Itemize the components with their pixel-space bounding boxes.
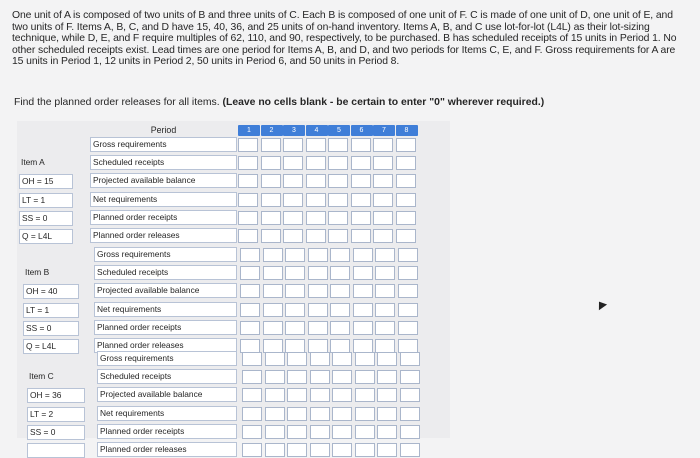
input-cell[interactable] <box>310 425 330 439</box>
item-info-ss: SS = 0 <box>27 425 85 440</box>
input-cell[interactable] <box>306 211 326 225</box>
input-cell[interactable] <box>375 248 395 262</box>
input-cell[interactable] <box>240 339 260 353</box>
input-cell[interactable] <box>265 370 285 384</box>
input-cell[interactable] <box>330 339 350 353</box>
input-cell[interactable] <box>240 321 260 335</box>
instruction-bold: (Leave no cells blank - be certain to enter "0" wherever required.) <box>222 97 545 108</box>
input-cell[interactable] <box>396 211 416 225</box>
input-cell[interactable] <box>373 193 393 207</box>
input-cell[interactable] <box>398 303 418 317</box>
input-cell[interactable] <box>377 443 397 457</box>
item-info-lt: LT = 1 <box>19 193 73 208</box>
item-info-name: Item B <box>25 267 50 278</box>
row-label: Scheduled receipts <box>97 369 237 384</box>
input-cell[interactable] <box>351 174 371 188</box>
input-cell[interactable] <box>308 248 328 262</box>
period-column-3: 3 <box>283 125 305 136</box>
item-info-q: Q = L4L <box>23 339 79 354</box>
input-cell[interactable] <box>373 138 393 152</box>
input-cell[interactable] <box>263 266 283 280</box>
input-cell[interactable] <box>238 174 258 188</box>
input-cell[interactable] <box>328 229 348 243</box>
row-label: Net requirements <box>94 302 237 317</box>
input-cell[interactable] <box>287 407 307 421</box>
input-cell[interactable] <box>242 388 262 402</box>
input-cell[interactable] <box>396 174 416 188</box>
input-cell[interactable] <box>285 284 305 298</box>
item-info-oh: OH = 15 <box>19 174 73 189</box>
item-info-lt: LT = 1 <box>23 303 79 318</box>
input-cell[interactable] <box>330 266 350 280</box>
input-cell[interactable] <box>283 174 303 188</box>
input-cell[interactable] <box>287 443 307 457</box>
input-cell[interactable] <box>355 425 375 439</box>
item-info-lt: LT = 2 <box>27 407 85 422</box>
input-cell[interactable] <box>238 156 258 170</box>
input-cell[interactable] <box>355 407 375 421</box>
input-cell[interactable] <box>265 352 285 366</box>
input-cell[interactable] <box>398 248 418 262</box>
input-cell[interactable] <box>265 443 285 457</box>
input-cell[interactable] <box>375 321 395 335</box>
input-cell[interactable] <box>353 266 373 280</box>
input-cell[interactable] <box>261 138 281 152</box>
input-cell[interactable] <box>261 174 281 188</box>
input-cell[interactable] <box>306 193 326 207</box>
row-label: Planned order receipts <box>90 210 237 225</box>
input-cell[interactable] <box>332 407 352 421</box>
input-cell[interactable] <box>398 321 418 335</box>
row-label: Scheduled receipts <box>94 265 237 280</box>
input-cell[interactable] <box>261 229 281 243</box>
input-cell[interactable] <box>373 229 393 243</box>
input-cell[interactable] <box>263 321 283 335</box>
period-header: Period <box>150 125 177 135</box>
input-cell[interactable] <box>373 211 393 225</box>
input-cell[interactable] <box>285 266 305 280</box>
row-label: Gross requirements <box>90 137 237 152</box>
period-column-7: 7 <box>373 125 395 136</box>
input-cell[interactable] <box>283 156 303 170</box>
input-cell[interactable] <box>398 284 418 298</box>
input-cell[interactable] <box>283 138 303 152</box>
input-cell[interactable] <box>398 339 418 353</box>
input-cell[interactable] <box>283 193 303 207</box>
input-cell[interactable] <box>332 443 352 457</box>
input-cell[interactable] <box>373 156 393 170</box>
input-cell[interactable] <box>242 370 262 384</box>
input-cell[interactable] <box>400 443 420 457</box>
instruction <box>14 97 674 109</box>
input-cell[interactable] <box>330 303 350 317</box>
mouse-cursor-icon <box>595 299 607 310</box>
input-cell[interactable] <box>328 174 348 188</box>
item-info-q <box>27 443 85 458</box>
input-cell[interactable] <box>265 425 285 439</box>
input-cell[interactable] <box>238 193 258 207</box>
row-label: Net requirements <box>90 192 237 207</box>
input-cell[interactable] <box>353 248 373 262</box>
input-cell[interactable] <box>400 407 420 421</box>
input-cell[interactable] <box>328 156 348 170</box>
input-cell[interactable] <box>332 425 352 439</box>
period-column-6: 6 <box>351 125 373 136</box>
row-label: Gross requirements <box>94 247 237 262</box>
input-cell[interactable] <box>310 388 330 402</box>
row-label: Net requirements <box>97 406 237 421</box>
problem-statement: One unit of A is composed of two units of B and three units of C. Each B is composed of one unit of F. C is made of one unit of D, one unit of E, and two units of F. Items A, B, C, and D have 15, 40, 36, and 25 units of on-hand inventory. Items A, B, and C use lot-for-lot (L4L) as their lot-sizing technique, while D, E, and F require multiples of 62, 110, and 90, respectively, to be purchased. B has scheduled receipts of 15 units in Period 1. No other scheduled receipts exist. Lead times are one period for Items A, B, and D, and two periods for Items C, E, and F. Gross requirements for A are 15 units in Period 1, 12 units in Period 2, 50 units in Period 6, and 50 units in Period 8. <box>12 10 677 68</box>
input-cell[interactable] <box>330 284 350 298</box>
input-cell[interactable] <box>287 425 307 439</box>
input-cell[interactable] <box>353 321 373 335</box>
input-cell[interactable] <box>330 321 350 335</box>
input-cell[interactable] <box>355 443 375 457</box>
input-cell[interactable] <box>375 266 395 280</box>
input-cell[interactable] <box>328 138 348 152</box>
input-cell[interactable] <box>263 339 283 353</box>
input-cell[interactable] <box>283 211 303 225</box>
input-cell[interactable] <box>263 284 283 298</box>
input-cell[interactable] <box>310 352 330 366</box>
period-column-8: 8 <box>396 125 418 136</box>
row-label: Planned order releases <box>97 442 237 457</box>
input-cell[interactable] <box>332 370 352 384</box>
input-cell[interactable] <box>242 407 262 421</box>
input-cell[interactable] <box>306 174 326 188</box>
input-cell[interactable] <box>308 339 328 353</box>
item-info-oh: OH = 40 <box>23 284 79 299</box>
input-cell[interactable] <box>287 388 307 402</box>
input-cell[interactable] <box>285 321 305 335</box>
input-cell[interactable] <box>400 370 420 384</box>
input-cell[interactable] <box>308 303 328 317</box>
input-cell[interactable] <box>351 211 371 225</box>
input-cell[interactable] <box>328 193 348 207</box>
input-cell[interactable] <box>396 229 416 243</box>
mrp-table <box>17 121 450 454</box>
input-cell[interactable] <box>240 266 260 280</box>
input-cell[interactable] <box>265 407 285 421</box>
input-cell[interactable] <box>353 339 373 353</box>
input-cell[interactable] <box>355 388 375 402</box>
row-label: Planned order receipts <box>97 424 237 439</box>
input-cell[interactable] <box>285 248 305 262</box>
input-cell[interactable] <box>396 193 416 207</box>
input-cell[interactable] <box>242 443 262 457</box>
input-cell[interactable] <box>373 174 393 188</box>
input-cell[interactable] <box>396 156 416 170</box>
input-cell[interactable] <box>306 229 326 243</box>
period-column-1: 1 <box>238 125 260 136</box>
input-cell[interactable] <box>400 388 420 402</box>
input-cell[interactable] <box>287 370 307 384</box>
input-cell[interactable] <box>306 156 326 170</box>
period-column-4: 4 <box>306 125 328 136</box>
input-cell[interactable] <box>310 370 330 384</box>
period-column-5: 5 <box>328 125 350 136</box>
input-cell[interactable] <box>351 193 371 207</box>
input-cell[interactable] <box>353 303 373 317</box>
input-cell[interactable] <box>398 266 418 280</box>
input-cell[interactable] <box>351 138 371 152</box>
input-cell[interactable] <box>377 370 397 384</box>
input-cell[interactable] <box>308 321 328 335</box>
input-cell[interactable] <box>351 156 371 170</box>
row-label: Planned order receipts <box>94 320 237 335</box>
input-cell[interactable] <box>285 339 305 353</box>
input-cell[interactable] <box>238 211 258 225</box>
input-cell[interactable] <box>238 138 258 152</box>
input-cell[interactable] <box>330 248 350 262</box>
input-cell[interactable] <box>351 229 371 243</box>
input-cell[interactable] <box>308 266 328 280</box>
item-info-ss: SS = 0 <box>23 321 79 336</box>
input-cell[interactable] <box>261 211 281 225</box>
item-info-ss: SS = 0 <box>19 211 73 226</box>
input-cell[interactable] <box>310 443 330 457</box>
input-cell[interactable] <box>238 229 258 243</box>
input-cell[interactable] <box>328 211 348 225</box>
input-cell[interactable] <box>332 388 352 402</box>
input-cell[interactable] <box>400 352 420 366</box>
item-info-name: Item C <box>29 371 54 382</box>
input-cell[interactable] <box>355 370 375 384</box>
input-cell[interactable] <box>240 303 260 317</box>
input-cell[interactable] <box>375 339 395 353</box>
instruction-text: Find the planned order releases for all items. <box>14 97 220 108</box>
row-label: Scheduled receipts <box>90 155 237 170</box>
input-cell[interactable] <box>242 425 262 439</box>
input-cell[interactable] <box>355 352 375 366</box>
input-cell[interactable] <box>242 352 262 366</box>
input-cell[interactable] <box>400 425 420 439</box>
period-column-2: 2 <box>261 125 283 136</box>
input-cell[interactable] <box>261 193 281 207</box>
input-cell[interactable] <box>353 284 373 298</box>
input-cell[interactable] <box>263 248 283 262</box>
item-info-name: Item A <box>21 157 45 168</box>
input-cell[interactable] <box>261 156 281 170</box>
input-cell[interactable] <box>306 138 326 152</box>
input-cell[interactable] <box>240 284 260 298</box>
row-label: Projected available balance <box>97 387 237 402</box>
row-label: Planned order releases <box>90 228 237 243</box>
input-cell[interactable] <box>283 229 303 243</box>
input-cell[interactable] <box>375 303 395 317</box>
input-cell[interactable] <box>377 425 397 439</box>
row-label: Gross requirements <box>97 351 237 366</box>
input-cell[interactable] <box>377 407 397 421</box>
input-cell[interactable] <box>396 138 416 152</box>
row-label: Projected available balance <box>94 283 237 298</box>
input-cell[interactable] <box>240 248 260 262</box>
item-info-q: Q = L4L <box>19 229 73 244</box>
input-cell[interactable] <box>263 303 283 317</box>
input-cell[interactable] <box>377 388 397 402</box>
input-cell[interactable] <box>285 303 305 317</box>
input-cell[interactable] <box>308 284 328 298</box>
item-info-oh: OH = 36 <box>27 388 85 403</box>
input-cell[interactable] <box>375 284 395 298</box>
row-label: Planned order releases <box>94 338 237 353</box>
input-cell[interactable] <box>310 407 330 421</box>
input-cell[interactable] <box>377 352 397 366</box>
input-cell[interactable] <box>332 352 352 366</box>
input-cell[interactable] <box>287 352 307 366</box>
input-cell[interactable] <box>265 388 285 402</box>
row-label: Projected available balance <box>90 173 237 188</box>
